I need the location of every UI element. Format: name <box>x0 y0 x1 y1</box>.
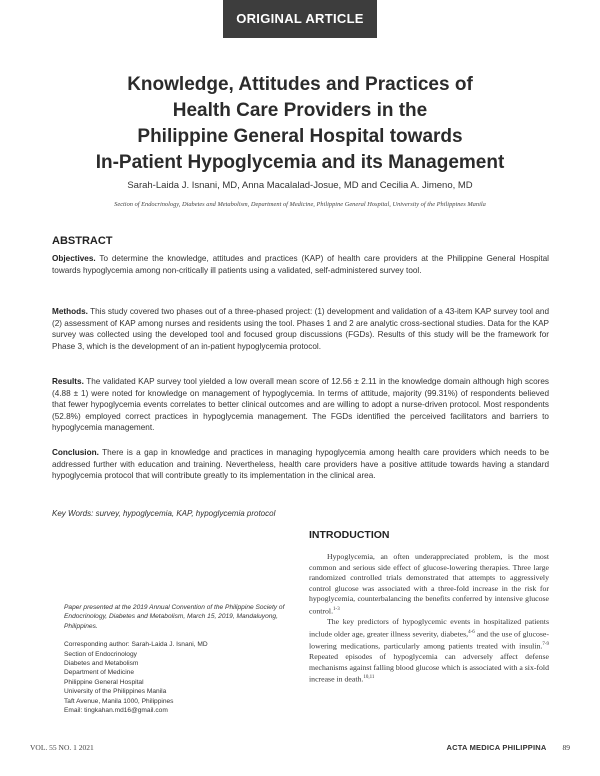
keywords: Key Words: survey, hypoglycemia, KAP, hypoglycemia protocol <box>52 509 276 518</box>
address-line: Corresponding author: Sarah-Laida J. Isnani, MD <box>64 641 208 649</box>
title-line: In-Patient Hypoglycemia and its Management <box>95 152 505 173</box>
citation-ref: 1-3 <box>333 606 340 612</box>
article-type-tab: ORIGINAL ARTICLE <box>223 0 377 38</box>
introduction-body <box>309 552 549 686</box>
page-number: 89 <box>562 743 570 752</box>
intro-paragraph <box>309 552 549 617</box>
page-footer <box>447 743 570 752</box>
conclusion-label: Conclusion. <box>52 448 99 457</box>
methods-text: This study covered two phases out of a three-phased project: (1) development and validation of a 43-item KAP survey tool and (2) assessment of KAP among nurses and residents using the tool. Phases 1 and 2 are analytic cross-sectional studies. Data for the KAP survey was collected using the developed tool and focused group discussions (FGDs). Results of this study will be the framework for Phase 3, which is the development of an in-patient hypoglycemia protocol. <box>52 307 549 351</box>
address-line: Department of Medicine <box>64 669 135 677</box>
author-list: Sarah-Laida J. Isnani, MD, Anna Macalalad-Josue, MD and Cecilia A. Jimeno, MD <box>127 180 473 191</box>
abstract-results <box>52 376 549 434</box>
objectives-text: To determine the knowledge, attitudes and practices (KAP) of health care providers at the Philippine General Hospital towards hypoglycemia among non-critically ill patients using a validated, self-administered survey tool. <box>52 254 549 275</box>
volume-info: VOL. 55 NO. 1 2021 <box>30 743 94 752</box>
introduction-heading: INTRODUCTION <box>309 529 390 541</box>
abstract-conclusion <box>52 447 549 482</box>
email-line: Email: tingkahan.md16@gmail.com <box>64 707 168 715</box>
abstract-methods <box>52 306 549 352</box>
address-line: University of the Philippines Manila <box>64 688 167 696</box>
intro-p2-text-c: Repeated episodes of hypoglycemia can adversely affect defense mechanisms against falling blood glucose which is associated with a six-fold increase in death. <box>309 652 549 684</box>
journal-name: ACTA MEDICA PHILIPPINA <box>446 743 547 752</box>
citation-ref: 4-6 <box>468 629 475 635</box>
abstract-objectives <box>52 253 549 276</box>
presentation-note: Paper presented at the 2019 Annual Convention of the Philippine Society of Endocrinology, Diabetes and Metabolism, March 15, 2019, Mandaluyong, Philippines. <box>64 604 285 630</box>
citation-ref: 7-9 <box>542 641 549 647</box>
title-line: Knowledge, Attitudes and Practices of <box>127 74 473 95</box>
conclusion-text: There is a gap in knowledge and practices in managing hypoglycemia among health care providers which needs to be addressed further with education and training. Nevertheless, health care providers have a positive attitude towards having a standard hypoglycemia protocol that will contribute greatly to its implementation in the clinical area. <box>52 448 549 481</box>
intro-p1-text: Hypoglycemia, an often underappreciated problem, is the most common and serious side effect of glucose-lowering therapies. Three large randomized controlled trials demonstrated that attempts to aggressively control glucose was associated with a three-fold increase in the risk for hypoglycemia, counterbalancing the benefits conferred by intensive glucose control. <box>309 552 549 616</box>
author-footnote <box>64 603 290 715</box>
address-line: Taft Avenue, Manila 1000, Philippines <box>64 697 174 705</box>
results-label: Results. <box>52 377 84 386</box>
address-line: Philippine General Hospital <box>64 678 144 686</box>
objectives-label: Objectives. <box>52 254 96 263</box>
intro-paragraph <box>309 617 549 685</box>
results-text: The validated KAP survey tool yielded a low overall mean score of 12.56 ± 2.11 in the knowledge domain although high scores (4.88 ± 1) were noted for knowledge on management of hypoglycemia. In terms of attitude, majority (99.31%) of respondents believed that fewer hypoglycemia events correlates to better clinical outcomes and are willing to adopt a nurse-driven protocol. Most respondents (52.8%) employed correct practices in hypoglycemia management. The FGDs identified the perceived facilitators and barriers to hypoglycemia management. <box>52 377 549 433</box>
article-title <box>40 72 560 176</box>
correspondence-address <box>64 640 290 715</box>
title-line: Health Care Providers in the <box>172 100 428 121</box>
abstract-heading: ABSTRACT <box>52 235 113 247</box>
affiliation: Section of Endocrinology, Diabetes and Metabolism, Department of Medicine, Philippine General Hospital, University of the Philippines Manila <box>114 201 486 208</box>
title-line: Philippine General Hospital towards <box>137 126 463 147</box>
methods-label: Methods. <box>52 307 88 316</box>
address-line: Section of Endocrinology <box>64 650 137 658</box>
citation-ref: 10,11 <box>363 675 375 681</box>
intro-p2-text-b: and the use of glucose-lowering medications, particularly among patients treated with insulin. <box>309 629 549 651</box>
intro-p2-text-a: The key predictors of hypoglycemic events in hospitalized patients include older age, greater illness severity, diabetes, <box>309 617 549 639</box>
address-line: Diabetes and Metabolism <box>64 660 139 668</box>
